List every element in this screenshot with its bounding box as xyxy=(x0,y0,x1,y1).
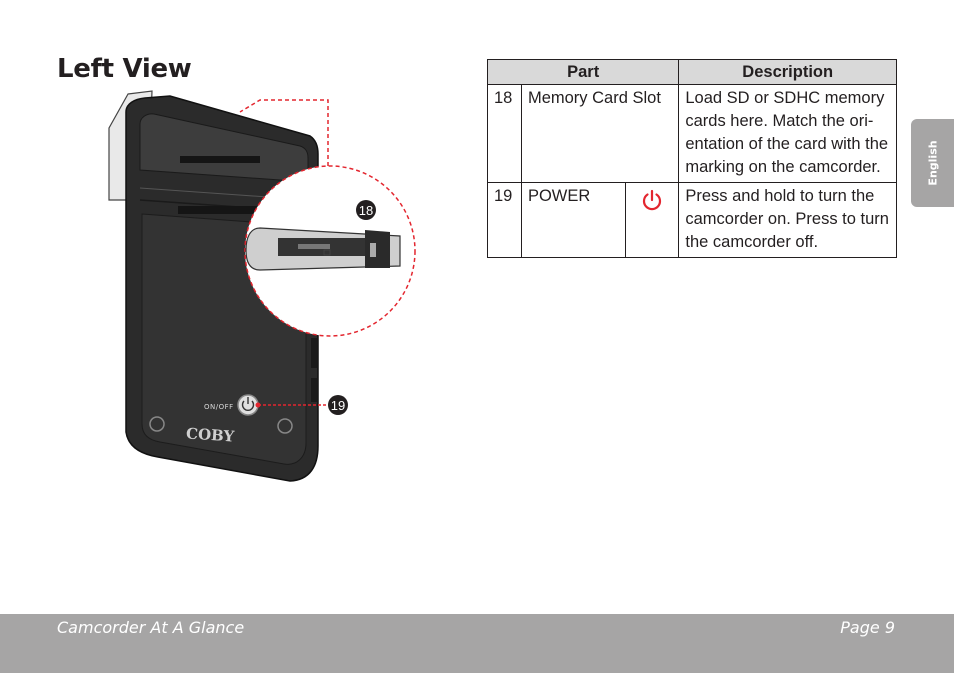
callout-18-number: 18 xyxy=(358,203,374,218)
page-footer xyxy=(0,614,954,673)
part-description: Load SD or SDHC memory cards here. Match the ori-entation of the card with the marking on the camcorder. xyxy=(679,85,897,183)
footer-section-title: Camcorder At A Glance xyxy=(57,618,245,637)
footer-page-number: Page 9 xyxy=(840,618,895,637)
side-button xyxy=(311,338,317,368)
brand-logo: COBY xyxy=(185,424,235,446)
column-header-description: Description xyxy=(679,60,897,85)
card-slot-inner xyxy=(298,244,330,249)
table-header-row xyxy=(488,60,897,85)
part-description: Press and hold to turn the camcorder on. Press to turn the camcorder off. xyxy=(679,183,897,258)
camcorder-left-view-image xyxy=(100,88,430,488)
part-name: POWER xyxy=(521,183,625,258)
page-title: Left View xyxy=(57,54,192,84)
callout-19-number: 19 xyxy=(330,398,346,413)
on-off-label: ON/OFF xyxy=(204,403,234,411)
language-tab xyxy=(911,119,954,207)
callout-19-dot xyxy=(256,403,261,408)
part-icon-cell xyxy=(625,183,679,258)
side-button xyxy=(311,378,317,402)
column-header-part: Part xyxy=(488,60,679,85)
parts-table xyxy=(487,59,897,258)
part-name: Memory Card Slot xyxy=(521,85,678,183)
table-row xyxy=(488,183,897,258)
slot-connector xyxy=(370,243,376,257)
part-number: 19 xyxy=(488,183,522,258)
power-icon xyxy=(641,189,663,211)
table-row xyxy=(488,85,897,183)
part-number: 18 xyxy=(488,85,522,183)
top-slot xyxy=(180,156,260,163)
language-tab-label: English xyxy=(926,140,939,186)
slot-end-cap xyxy=(365,230,390,268)
camcorder-illustration xyxy=(100,88,430,488)
